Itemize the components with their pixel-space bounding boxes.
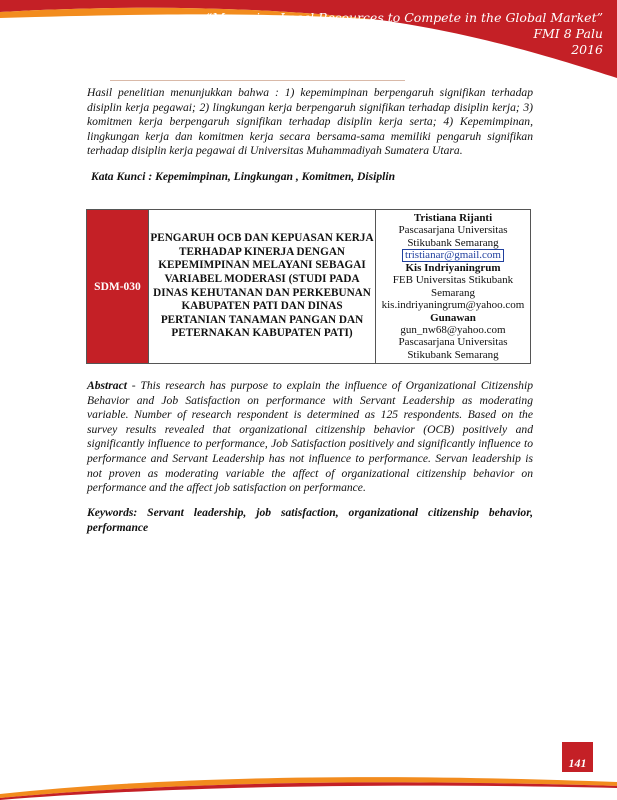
conference-header <box>206 10 603 58</box>
conference-year: 2016 <box>571 42 603 57</box>
author-email: kis.indriyaningrum@yahoo.com <box>381 299 525 312</box>
author-name: Gunawan <box>430 311 476 324</box>
previous-abstract-text: Hasil penelitian menunjukkan bahwa : 1) kepemimpinan berpengaruh signifikan terhadap disiplin kerja pegawai; 2) lingkungan kerja berpengaruh signifikan terhadap disiplin kerja; 3) komitmen kerja berpengaruh signifikan terhadap disiplin kerja serta; 4) Kepemimpinan, lingkungan kerja dan komitmen kerja secara bersama-sama memiliki pengaruh signifikan terhadap disiplin kerja pegawai di Universitas Muhammadiyah Sumatera Utara. <box>87 86 533 158</box>
abstract-label: Abstract <box>87 379 127 392</box>
keywords: Keywords: Servant leadership, job satisfaction, organizational citizenship behavior, performance <box>87 506 533 534</box>
author-email: gun_nw68@yahoo.com <box>400 324 506 337</box>
conference-title: “Managing Local Resources to Compete in the Global Market” <box>205 10 603 25</box>
abstract <box>87 379 533 496</box>
author-affiliation: FEB Universitas Stikubank Semarang <box>392 274 514 299</box>
paper-info-table <box>86 209 531 364</box>
previous-keywords: Kata Kunci : Kepemimpinan, Lingkungan , Komitmen, Disiplin <box>91 170 396 183</box>
author-name: Kis Indriyaningrum <box>405 261 501 274</box>
paper-code: SDM-030 <box>87 210 149 364</box>
author-list <box>376 210 531 364</box>
paper-title: PENGARUH OCB DAN KEPUASAN KERJA TERHADAP KINERJA DENGAN KEPEMIMPINAN MELAYANI SEBAGAI VARIABEL MODERASI (STUDI PADA DINAS KEHUTANAN DAN PERKEBUNAN KABUPATEN PATI DAN DINAS PERTANIAN TANAMAN PANGAN DAN PETERNAKAN KABUPATEN PATI) <box>149 210 376 364</box>
author-affiliation: Pascasarjana Universitas Stikubank Semarang <box>398 336 508 361</box>
conference-venue: FMI 8 Palu <box>533 26 603 41</box>
header-divider <box>110 80 405 81</box>
author-affiliation: Pascasarjana Universitas Stikubank Semarang <box>398 224 508 249</box>
author-email-link[interactable]: tristianar@gmail.com <box>402 249 504 262</box>
abstract-text: - This research has purpose to explain the influence of Organizational Citizenship Behavior and Job Satisfaction on performance with Servant Leadership as moderating variable. Number of research respondent is determined as 125 respondents. Based on the survey results revealed that organizational citizenship behavior (OCB) positively and significantly influence to performance, Job Satisfaction positively and significantly influence to performance and Servant Leadership has not influence to performance. Servan leadership is not proven as moderating variable the affect of organizational citizenship behavior on performance and the affect job satisfaction on performance. <box>87 379 533 495</box>
author-name: Tristiana Rijanti <box>413 211 493 224</box>
page-number: 141 <box>568 756 587 770</box>
footer-banner <box>0 760 617 800</box>
